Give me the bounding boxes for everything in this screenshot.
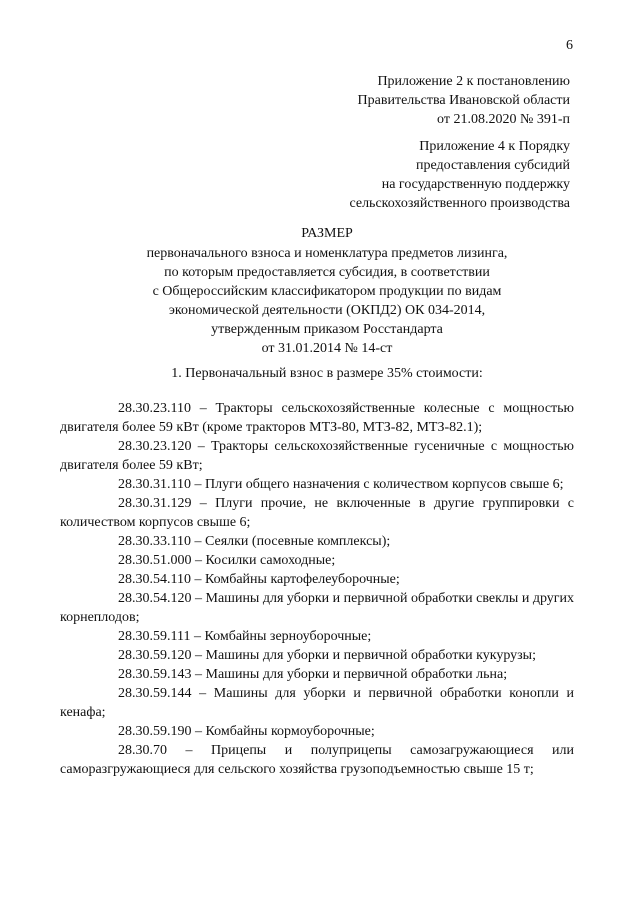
approval-line: на государственную поддержку: [381, 177, 570, 192]
approval-line: от 21.08.2020 № 391-п: [437, 112, 570, 127]
list-item: 28.30.54.110 – Комбайны картофелеуборочные;: [118, 572, 400, 587]
approval-line: Приложение 4 к Порядку: [419, 139, 570, 154]
subtitle-line: по которым предоставляется субсидия, в соответствии: [164, 265, 490, 280]
list-item: 28.30.59.120 – Машины для уборки и первичной обработки кукурузы;: [118, 648, 536, 663]
subtitle-line: от 31.01.2014 № 14-ст: [261, 341, 393, 356]
list-item: 28.30.54.120 – Машины для уборки и первичной обработки свеклы и других корнеплодов;: [60, 591, 574, 625]
list-item: 28.30.59.143 – Машины для уборки и первичной обработки льна;: [118, 667, 508, 682]
list-item: 28.30.70 – Прицепы и полуприцепы самозагружающиеся или саморазгружающиеся для сельского хозяйства грузоподъемностью свыше 15 т;: [60, 743, 574, 777]
approval-line: Приложение 2 к постановлению: [377, 74, 570, 89]
list-item: 28.30.59.190 – Комбайны кормоуборочные;: [118, 724, 375, 739]
list-item: 28.30.23.120 – Тракторы сельскохозяйственные гусеничные с мощностью двигателя более 59 кВт;: [60, 439, 574, 473]
list-item: 28.30.51.000 – Косилки самоходные;: [118, 553, 336, 568]
document-title-block: [80, 224, 574, 358]
section-heading: 1. Первоначальный взнос в размере 35% стоимости:: [171, 366, 483, 381]
approval-line: предоставления субсидий: [415, 158, 570, 173]
document-title: РАЗМЕР: [301, 226, 353, 241]
approval-line: сельскохозяйственного производства: [349, 196, 570, 211]
list-item: 28.30.33.110 – Сеялки (посевные комплексы);: [118, 534, 391, 549]
approval-block-procedure: [349, 137, 570, 213]
leasing-items-list: [60, 399, 574, 779]
list-item: 28.30.31.110 – Плуги общего назначения с количеством корпусов свыше 6;: [118, 477, 564, 492]
subtitle-line: экономической деятельности (ОКПД2) ОК 034-2014,: [168, 303, 486, 318]
approval-line: Правительства Ивановской области: [357, 93, 570, 108]
list-item: 28.30.23.110 – Тракторы сельскохозяйственные колесные с мощностью двигателя более 59 кВт (кроме тракторов МТЗ-80, МТЗ-82, МТЗ-82.1);: [60, 401, 574, 435]
page-number: 6: [566, 38, 573, 53]
approval-block-resolution: [358, 72, 570, 129]
subtitle-line: первоначального взноса и номенклатура предметов лизинга,: [146, 246, 508, 261]
subtitle-line: утвержденным приказом Росстандарта: [211, 322, 443, 337]
list-item: 28.30.59.111 – Комбайны зерноуборочные;: [118, 629, 372, 644]
list-item: 28.30.59.144 – Машины для уборки и первичной обработки конопли и кенафа;: [60, 686, 574, 720]
list-item: 28.30.31.129 – Плуги прочие, не включенные в другие группировки с количеством корпусов свыше 6;: [60, 496, 574, 530]
subtitle-line: с Общероссийским классификатором продукции по видам: [152, 284, 502, 299]
